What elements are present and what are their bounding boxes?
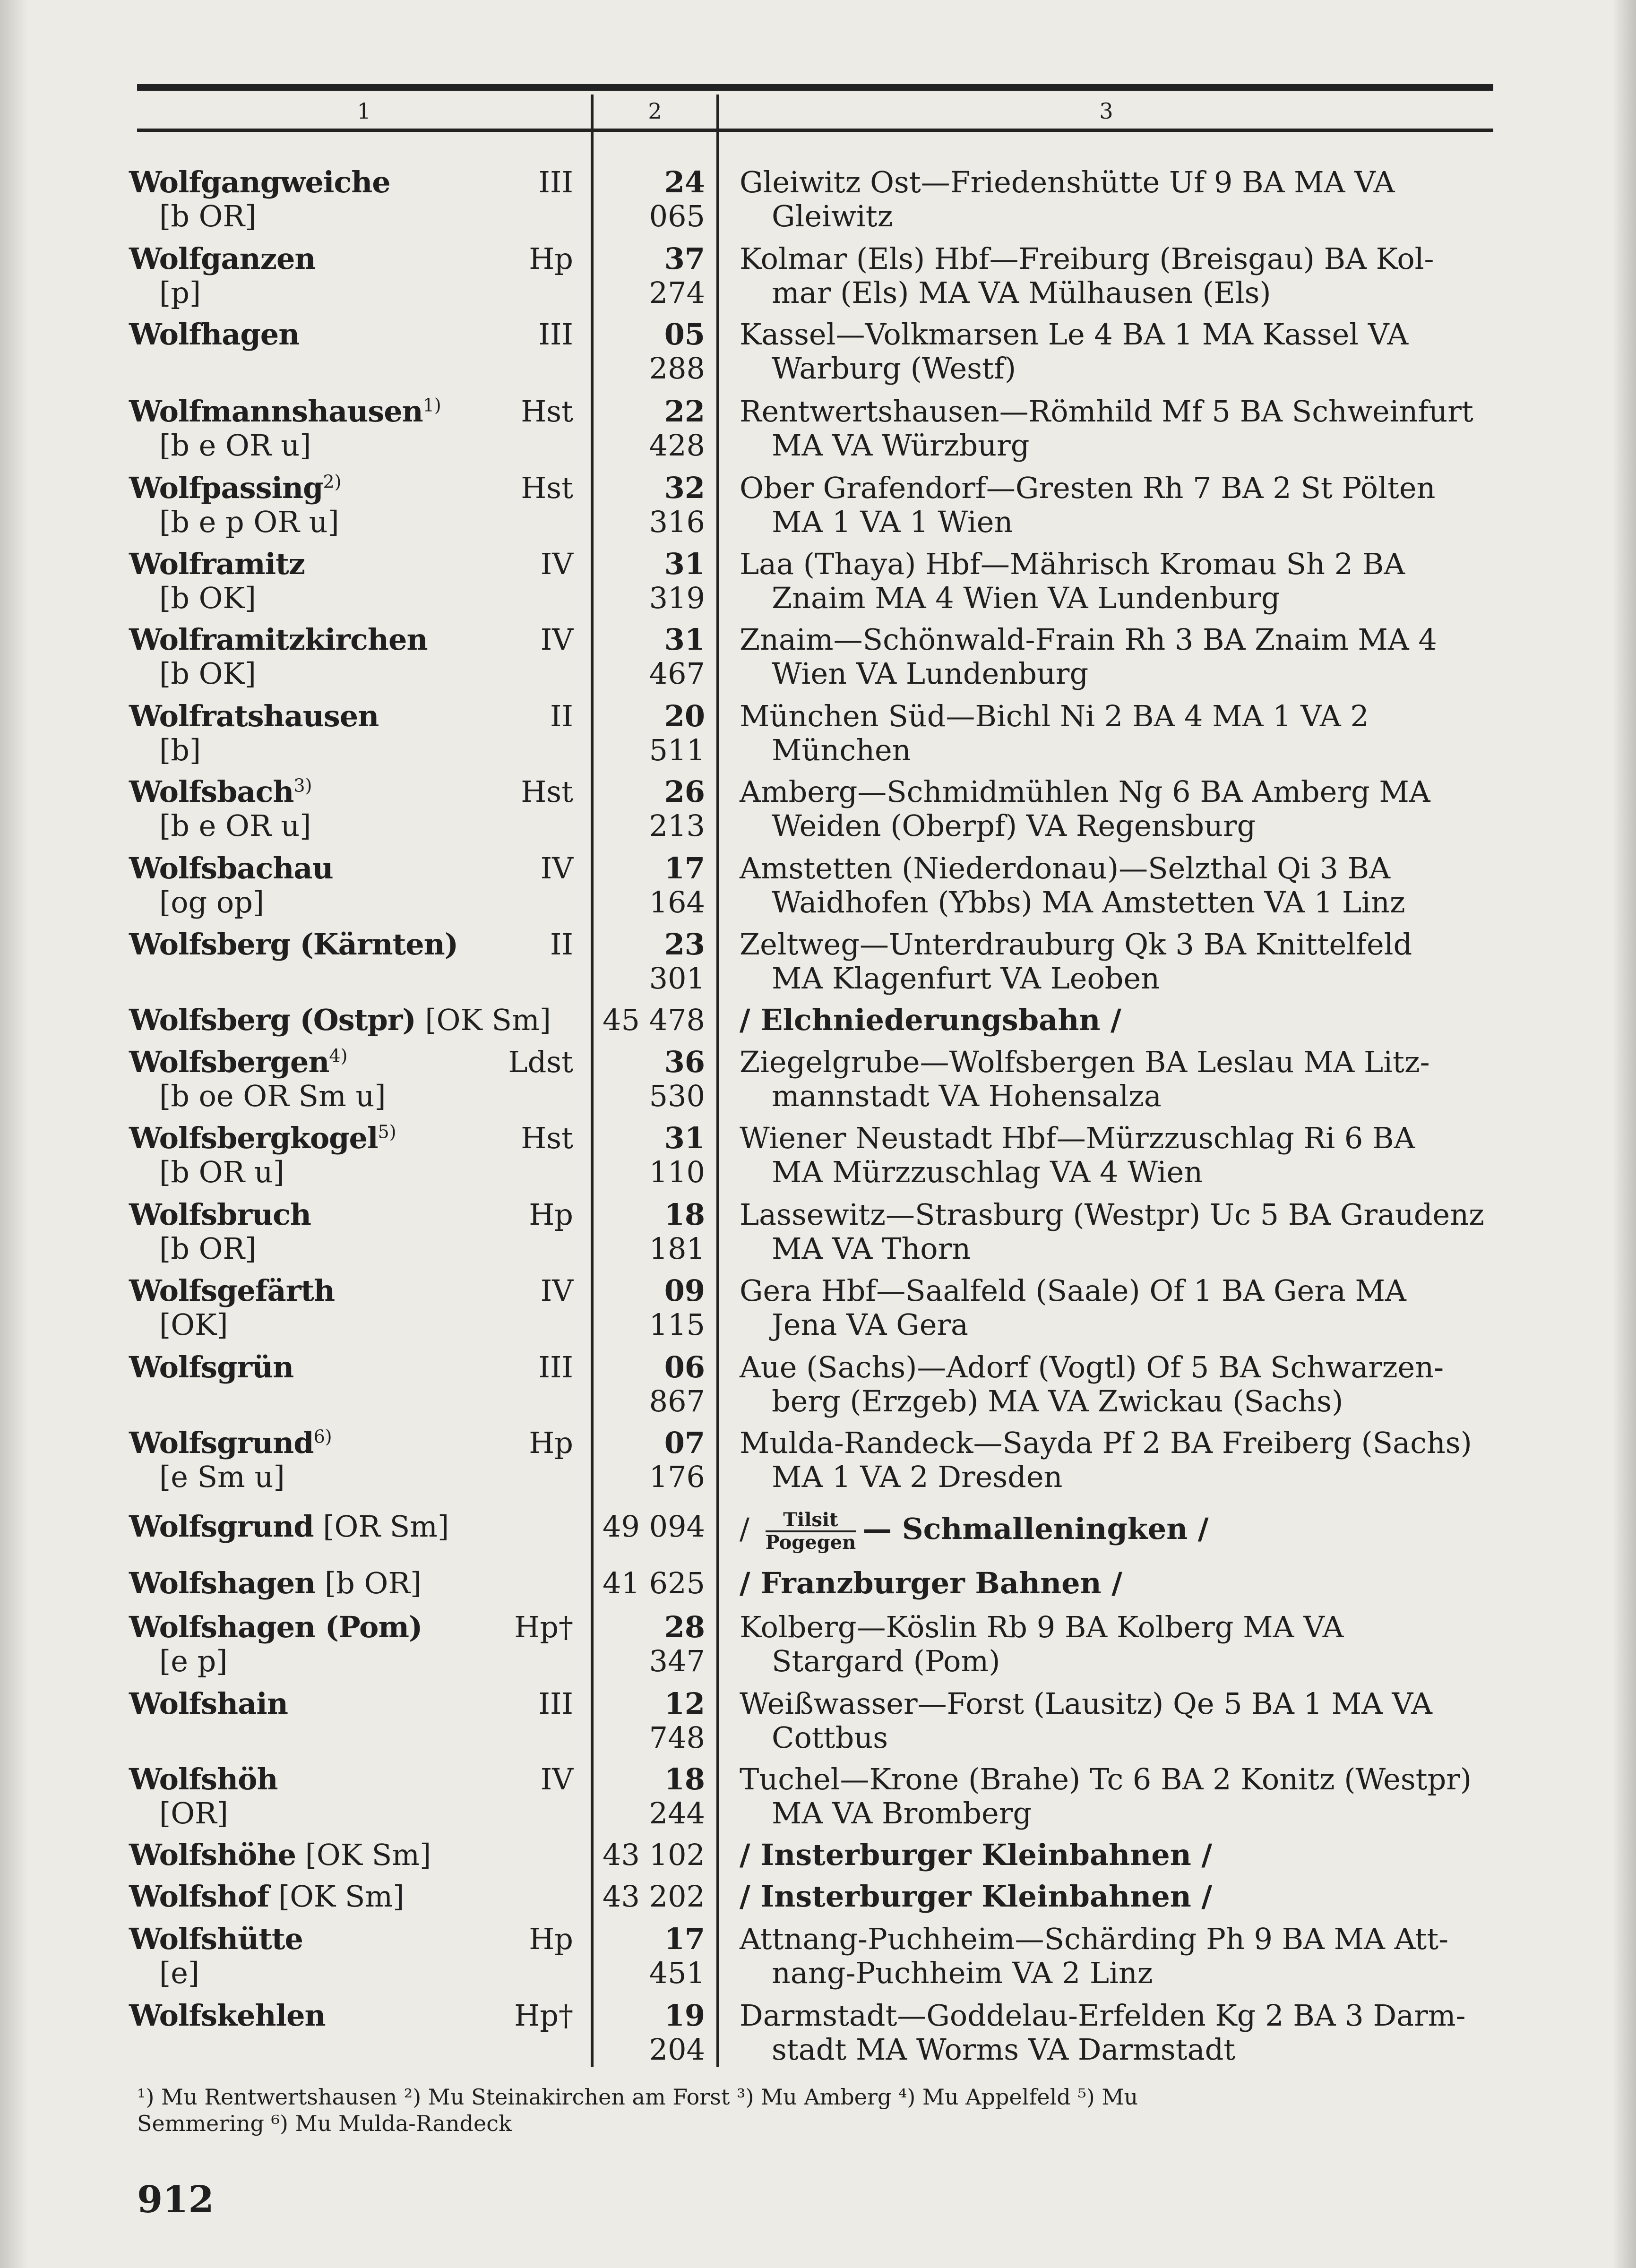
route-line-1: Laa (Thaya) Hbf—Mährisch Kromau Sh 2 BA — [740, 547, 1405, 581]
station-number-prefix: 22 — [664, 394, 705, 429]
station-abbr: [b e OR u] — [159, 428, 311, 463]
footnote-ref: 2) — [323, 471, 342, 492]
station-class: IV — [540, 547, 573, 581]
station-number-suffix: 213 — [649, 808, 705, 843]
station-number-suffix: 319 — [649, 581, 705, 615]
station-name: Wolfshagen — [129, 1566, 316, 1600]
station-number — [600, 1198, 705, 1266]
route-line-1: Kolmar (Els) Hbf—Freiburg (Breisgau) BA Kol- — [740, 241, 1434, 276]
route-line-1: Znaim—Schönwald-Frain Rh 3 BA Znaim MA 4 — [740, 622, 1437, 657]
station-name: Wolfhagen — [129, 317, 300, 352]
route-line-2: Cottbus — [772, 1720, 888, 1755]
railway-name: / Insterburger Kleinbahnen / — [740, 1879, 1213, 1914]
station-number-suffix: 110 — [649, 1155, 705, 1189]
station-number-suffix: 316 — [649, 505, 705, 539]
table-row — [128, 1687, 1498, 1762]
station-name: Wolframitzkirchen — [129, 622, 428, 657]
route-info — [740, 1687, 1623, 1755]
station-number — [600, 318, 705, 386]
station-abbr: [b] — [159, 733, 201, 767]
route-info: / $\frac{\text{Tilsit}}{\text{Pogegen}}$ — Schmalleningken / — [740, 1509, 1209, 1554]
railway-name: / Insterburger Kleinbahnen / — [740, 1838, 1213, 1872]
station-number-prefix: 24 — [664, 165, 705, 199]
station-name: Wolfsberg (Kärnten) — [129, 927, 458, 962]
railway-name: / Franzburger Bahnen / — [740, 1566, 1122, 1600]
table-row — [128, 851, 1498, 927]
station-class: Hp† — [514, 1998, 573, 2033]
station-name: Wolfsgrund — [129, 1509, 314, 1544]
route-info — [740, 395, 1623, 463]
route-info — [740, 1003, 1623, 1037]
route-line-2: MA Mürzzuschlag VA 4 Wien — [772, 1155, 1203, 1189]
station-abbr: [b e p OR u] — [159, 505, 339, 539]
station-cell — [129, 1880, 573, 1914]
station-number — [600, 623, 705, 691]
route-line-1: Rentwertshausen—Römhild Mf 5 BA Schweinfurt — [740, 394, 1473, 429]
route-line-1: Wiener Neustadt Hbf—Mürzzuschlag Ri 6 BA — [740, 1121, 1415, 1155]
route-info — [740, 1350, 1623, 1418]
route-line-2: MA VA Bromberg — [772, 1796, 1032, 1830]
station-number-suffix: 274 — [649, 275, 705, 310]
station-class: II — [550, 699, 573, 733]
station-number-suffix: 347 — [649, 1644, 705, 1678]
station-number-prefix: 28 — [664, 1610, 705, 1644]
station-number-suffix: 181 — [649, 1231, 705, 1266]
station-cell — [129, 1510, 573, 1544]
station-class: Hp — [529, 1426, 573, 1460]
station-number-prefix: 12 — [664, 1686, 705, 1721]
station-name: Wolfsbergen — [129, 1045, 329, 1079]
station-cell — [129, 471, 573, 539]
station-number-prefix: 18 — [664, 1197, 705, 1232]
station-abbr-inline: [OK Sm] — [278, 1879, 405, 1914]
station-number-prefix: 17 — [664, 851, 705, 885]
footnote-ref: 6) — [313, 1426, 332, 1447]
route-info — [740, 1762, 1623, 1830]
station-abbr-inline: [b OR] — [324, 1566, 422, 1600]
route-line-2: MA 1 VA 1 Wien — [772, 505, 1013, 539]
column-header-2: 2 — [648, 98, 662, 124]
station-name: Wolfshof — [129, 1879, 269, 1914]
route-line-2: stadt MA Worms VA Darmstadt — [772, 2032, 1236, 2067]
station-number-suffix: 45 478 — [603, 1003, 705, 1037]
table-row — [128, 318, 1498, 393]
route-line-1: Kassel—Volkmarsen Le 4 BA 1 MA Kassel VA — [740, 317, 1409, 352]
station-abbr: [b OR] — [159, 1231, 257, 1266]
station-number — [600, 1687, 705, 1755]
station-number-suffix: 244 — [649, 1796, 705, 1830]
station-class: IV — [540, 622, 573, 657]
station-cell — [129, 1273, 573, 1342]
station-cell — [129, 1045, 573, 1113]
route-line-1: Attnang-Puchheim—Schärding Ph 9 BA MA Att- — [740, 1922, 1449, 1956]
station-number — [600, 1350, 705, 1418]
station-abbr: [e] — [159, 1956, 200, 1990]
station-abbr-inline: [OK Sm] — [425, 1003, 551, 1037]
table-row — [128, 1045, 1498, 1121]
station-class: Hp — [529, 1922, 573, 1956]
station-cell — [129, 241, 573, 310]
station-number-suffix: 530 — [649, 1079, 705, 1113]
table-top-rule — [137, 84, 1493, 91]
table-row — [128, 242, 1498, 318]
station-number-suffix: 43 102 — [603, 1838, 705, 1872]
station-name: Wolfshütte — [129, 1922, 303, 1956]
station-number-prefix: 31 — [664, 1121, 705, 1155]
footnotes — [137, 2084, 1498, 2137]
table-row — [128, 928, 1498, 1003]
route-line-1: Ziegelgrube—Wolfsbergen BA Leslau MA Litz- — [740, 1045, 1430, 1079]
fraction-bottom: Pogegen — [765, 1531, 856, 1554]
station-cell — [129, 851, 573, 919]
station-cell — [129, 165, 573, 233]
station-cell — [129, 1610, 573, 1678]
column-header-3: 3 — [1099, 98, 1113, 124]
station-number-suffix: 867 — [649, 1384, 705, 1418]
route-line-1: Aue (Sachs)—Adorf (Vogtl) Of 5 BA Schwarzen- — [740, 1350, 1444, 1384]
station-number-prefix: 31 — [664, 622, 705, 657]
station-cell — [129, 1762, 573, 1830]
route-line-2: MA VA Würzburg — [772, 428, 1030, 463]
station-name: Wolfsberg (Ostpr) — [129, 1003, 416, 1037]
footnote-line-1: ¹) Mu Rentwertshausen ²) Mu Steinakirchen am Forst ³) Mu Amberg ⁴) Mu Appelfeld ⁵) Mu — [137, 2084, 1138, 2110]
station-number-suffix: 43 202 — [603, 1879, 705, 1914]
route-info — [740, 1566, 1623, 1600]
station-number-prefix: 31 — [664, 547, 705, 581]
route-line-2: berg (Erzgeb) MA VA Zwickau (Sachs) — [772, 1384, 1343, 1418]
table-row — [128, 547, 1498, 623]
route-line-2: Weiden (Oberpf) VA Regensburg — [772, 808, 1256, 843]
station-cell — [129, 1197, 573, 1266]
fraction-top: Tilsit — [766, 1510, 856, 1532]
railway-name: / Elchniederungsbahn / — [740, 1003, 1121, 1037]
footnote-ref: 4) — [329, 1045, 348, 1066]
station-abbr: [OR] — [159, 1796, 228, 1830]
table-row — [128, 699, 1498, 775]
railway-name: — Schmalleningken / — [862, 1512, 1209, 1546]
table-row — [128, 623, 1498, 698]
station-number — [600, 242, 705, 310]
station-abbr: [b e OR u] — [159, 808, 311, 843]
station-number-suffix: 115 — [649, 1307, 705, 1342]
station-number — [600, 395, 705, 463]
station-number-suffix: 301 — [649, 961, 705, 996]
route-line-2: mannstadt VA Hohensalza — [772, 1079, 1162, 1113]
route-line-1: Ober Grafendorf—Gresten Rh 7 BA 2 St Pölten — [740, 471, 1436, 505]
station-cell — [129, 1687, 573, 1721]
station-number-prefix: 17 — [664, 1922, 705, 1956]
station-abbr: [OK] — [159, 1307, 228, 1342]
table-row — [128, 1610, 1498, 1686]
station-class: Hp — [529, 241, 573, 276]
route-info — [740, 471, 1623, 539]
route-line-1: Amstetten (Niederdonau)—Selzthal Qi 3 BA — [740, 851, 1391, 885]
station-abbr: [b OR u] — [159, 1155, 284, 1189]
route-line-1: München Süd—Bichl Ni 2 BA 4 MA 1 VA 2 — [740, 699, 1369, 733]
station-number-suffix: 451 — [649, 1956, 705, 1990]
table-row — [128, 165, 1498, 241]
station-name: Wolfshain — [129, 1686, 288, 1721]
route-line-1: Darmstadt—Goddelau-Erfelden Kg 2 BA 3 Darm- — [740, 1998, 1466, 2033]
footnote-ref: 5) — [378, 1121, 396, 1143]
route-info — [740, 1121, 1623, 1189]
station-abbr: [e p] — [159, 1644, 228, 1678]
station-abbr: [b OK] — [159, 656, 256, 691]
route-fraction — [766, 1510, 856, 1553]
station-number — [600, 547, 705, 615]
station-number — [600, 1045, 705, 1113]
footnote-ref: 3) — [293, 775, 312, 796]
table-row — [128, 1762, 1498, 1838]
station-number-suffix: 748 — [649, 1720, 705, 1755]
station-name: Wolfshöh — [129, 1762, 278, 1796]
station-cell — [129, 1922, 573, 1990]
station-cell — [129, 1426, 573, 1494]
station-number — [600, 851, 705, 919]
route-line-1: Tuchel—Krone (Brahe) Tc 6 BA 2 Konitz (Westpr) — [740, 1762, 1472, 1796]
table-row — [128, 1198, 1498, 1273]
station-name: Wolfshöhe — [129, 1838, 296, 1872]
route-info — [740, 1880, 1623, 1914]
station-abbr: [b OK] — [159, 581, 256, 615]
station-name: Wolfgangweiche — [129, 165, 390, 199]
table-header-rule — [137, 129, 1493, 132]
station-number-prefix: 18 — [664, 1762, 705, 1796]
route-info — [740, 1999, 1623, 2067]
station-cell — [129, 1003, 573, 1037]
route-line-1: Kolberg—Köslin Rb 9 BA Kolberg MA VA — [740, 1610, 1344, 1644]
route-line-2: MA Klagenfurt VA Leoben — [772, 961, 1160, 996]
route-info — [740, 1198, 1623, 1266]
station-number-prefix: 37 — [664, 241, 705, 276]
route-info — [740, 1426, 1623, 1494]
route-line-2: Gleiwitz — [772, 199, 893, 233]
station-number — [600, 1510, 705, 1544]
station-number-prefix: 05 — [664, 317, 705, 352]
station-class: Hst — [521, 394, 573, 429]
route-line-2: Waidhofen (Ybbs) MA Amstetten VA 1 Linz — [772, 885, 1405, 919]
table-row — [128, 1274, 1498, 1349]
station-number — [600, 1610, 705, 1678]
station-number-suffix: 288 — [649, 351, 705, 386]
station-cell — [129, 622, 573, 691]
footnote-ref: 1) — [422, 395, 441, 416]
route-line-2: Wien VA Lundenburg — [772, 656, 1089, 691]
route-info — [740, 1045, 1623, 1113]
station-number — [600, 1274, 705, 1342]
station-cell — [129, 547, 573, 615]
station-number — [600, 165, 705, 233]
station-class: II — [550, 927, 573, 962]
table-row — [128, 1121, 1498, 1197]
station-class: Hp — [529, 1197, 573, 1232]
station-name: Wolfpassing — [129, 471, 323, 505]
station-number-suffix: 204 — [649, 2032, 705, 2067]
route-info — [740, 165, 1623, 233]
route-line-2: Warburg (Westf) — [772, 351, 1016, 386]
station-number — [600, 775, 705, 843]
route-line-2: Jena VA Gera — [772, 1307, 969, 1342]
station-cell — [129, 1999, 573, 2033]
station-name: Wolfsbach — [129, 774, 294, 809]
page-edge-shadow-left — [0, 0, 28, 2268]
footnote-line-2: Semmering ⁶) Mu Mulda-Randeck — [137, 2111, 512, 2136]
station-number-prefix: 06 — [664, 1350, 705, 1384]
station-number-prefix: 36 — [664, 1045, 705, 1079]
route-info — [740, 623, 1623, 691]
station-abbr: [og op] — [159, 885, 265, 919]
station-cell — [129, 774, 573, 843]
station-abbr: [e Sm u] — [159, 1460, 285, 1494]
station-cell — [129, 699, 573, 767]
route-line-1: Lassewitz—Strasburg (Westpr) Uc 5 BA Graudenz — [740, 1197, 1484, 1232]
page-number: 912 — [137, 2178, 214, 2221]
table-row — [128, 395, 1498, 470]
station-name: Wolfsgrün — [129, 1350, 294, 1384]
station-number — [600, 1566, 705, 1600]
station-name: Wolfmannshausen — [129, 394, 423, 429]
table-row — [128, 775, 1498, 850]
station-abbr: [b oe OR Sm u] — [159, 1079, 386, 1113]
route-info — [740, 851, 1623, 919]
route-info — [740, 1838, 1623, 1872]
station-abbr: [p] — [159, 275, 201, 310]
station-number — [600, 1121, 705, 1189]
route-line-1: Gera Hbf—Saalfeld (Saale) Of 1 BA Gera MA — [740, 1273, 1406, 1308]
station-number-suffix: 428 — [649, 428, 705, 463]
station-cell — [129, 928, 573, 962]
station-cell — [129, 1838, 573, 1872]
route-line-2: nang-Puchheim VA 2 Linz — [772, 1956, 1153, 1990]
station-class: III — [538, 317, 573, 352]
table-row — [128, 1350, 1498, 1426]
route-line-2: München — [772, 733, 911, 767]
route-info — [740, 318, 1623, 386]
station-cell — [129, 1566, 573, 1600]
station-abbr-inline: [OK Sm] — [305, 1838, 431, 1872]
station-number-suffix: 065 — [649, 199, 705, 233]
column-header-1: 1 — [357, 98, 371, 124]
station-number — [600, 1922, 705, 1990]
station-number — [600, 471, 705, 539]
route-info — [740, 242, 1623, 310]
route-info — [740, 547, 1623, 615]
station-name: Wolfskehlen — [129, 1998, 326, 2033]
station-number-prefix: 19 — [664, 1998, 705, 2033]
station-number — [600, 1003, 705, 1037]
station-class: Hst — [521, 471, 573, 505]
station-number — [600, 699, 705, 767]
station-class: Hp† — [514, 1610, 573, 1644]
station-number — [600, 1838, 705, 1872]
route-line-2: Stargard (Pom) — [772, 1644, 1000, 1678]
route-info — [740, 1922, 1623, 1990]
station-class: Hst — [521, 1121, 573, 1155]
route-line-2: Znaim MA 4 Wien VA Lundenburg — [772, 581, 1280, 615]
station-number — [600, 1880, 705, 1914]
station-number-prefix: 07 — [664, 1426, 705, 1460]
station-class: Ldst — [508, 1045, 573, 1079]
route-line-1: Weißwasser—Forst (Lausitz) Qe 5 BA 1 MA VA — [740, 1686, 1432, 1721]
station-number-suffix: 511 — [649, 733, 705, 767]
station-class: III — [538, 1350, 573, 1384]
table-row — [128, 1922, 1498, 1998]
station-number-prefix: 32 — [664, 471, 705, 505]
station-name: Wolfratshausen — [129, 699, 379, 733]
route-line-2: MA VA Thorn — [772, 1231, 971, 1266]
station-number — [600, 1999, 705, 2067]
station-class: IV — [540, 1273, 573, 1308]
station-cell — [129, 318, 573, 352]
table-row — [128, 1999, 1498, 2074]
station-number-prefix: 26 — [664, 774, 705, 809]
station-class: III — [538, 165, 573, 199]
route-line-1: Mulda-Randeck—Sayda Pf 2 BA Freiberg (Sachs) — [740, 1426, 1472, 1460]
station-class: IV — [540, 851, 573, 885]
station-abbr: [b OR] — [159, 199, 257, 233]
station-number — [600, 1426, 705, 1494]
station-number-prefix: 23 — [664, 927, 705, 962]
route-line-1: Amberg—Schmidmühlen Ng 6 BA Amberg MA — [740, 774, 1430, 809]
station-number — [600, 928, 705, 996]
station-name: Wolfsbergkogel — [129, 1121, 378, 1155]
route-line-1: Zeltweg—Unterdrauburg Qk 3 BA Knittelfeld — [740, 927, 1412, 962]
station-number-suffix: 41 625 — [603, 1566, 705, 1600]
route-line-2: MA 1 VA 2 Dresden — [772, 1460, 1063, 1494]
station-name: Wolframitz — [129, 547, 305, 581]
station-number-prefix: 09 — [664, 1273, 705, 1308]
route-line-1: Gleiwitz Ost—Friedenshütte Uf 9 BA MA VA — [740, 165, 1395, 199]
station-name: Wolfsgrund — [129, 1426, 314, 1460]
station-number-suffix: 49 094 — [603, 1509, 705, 1544]
route-info — [740, 699, 1623, 767]
station-name: Wolfganzen — [129, 241, 316, 276]
route-info — [740, 775, 1623, 843]
station-number-suffix: 176 — [649, 1460, 705, 1494]
station-name: Wolfsbachau — [129, 851, 333, 885]
station-number-suffix: 467 — [649, 656, 705, 691]
station-class: III — [538, 1686, 573, 1721]
station-number — [600, 1762, 705, 1830]
station-number-suffix: 164 — [649, 885, 705, 919]
route-line-2: mar (Els) MA VA Mülhausen (Els) — [772, 275, 1271, 310]
station-class: Hst — [521, 774, 573, 809]
station-abbr-inline: [OR Sm] — [323, 1509, 449, 1544]
station-class: IV — [540, 1762, 573, 1796]
route-info — [740, 1610, 1623, 1678]
station-name: Wolfsbruch — [129, 1197, 311, 1232]
table-row — [128, 471, 1498, 547]
station-cell — [129, 394, 573, 463]
route-info — [740, 928, 1623, 996]
table-row — [128, 1426, 1498, 1502]
station-name: Wolfshagen (Pom) — [129, 1610, 422, 1644]
station-number-prefix: 20 — [664, 699, 705, 733]
station-cell — [129, 1121, 573, 1189]
route-info — [740, 1274, 1623, 1342]
station-name: Wolfsgefärth — [129, 1273, 335, 1308]
station-cell — [129, 1350, 573, 1384]
